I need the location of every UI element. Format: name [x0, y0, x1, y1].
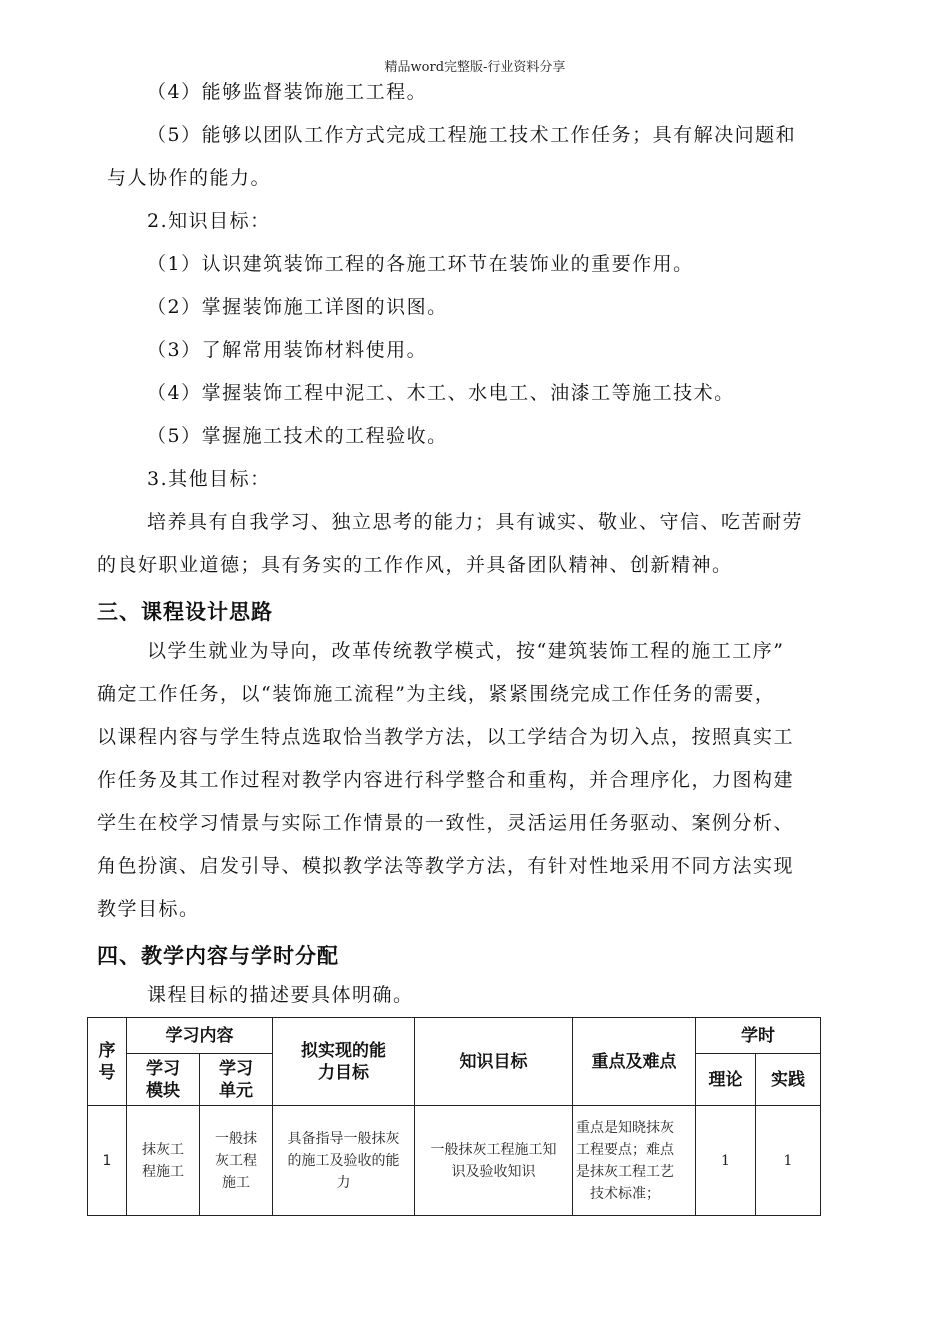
table-row — [88, 1106, 821, 1216]
header-practice: 实践 — [756, 1054, 821, 1106]
header-knowledge: 知识目标 — [415, 1018, 573, 1106]
header-no: 序号 — [88, 1018, 127, 1106]
paragraph: 的良好职业道德；具有务实的工作作风，并具备团队精神、创新精神。 — [97, 554, 733, 576]
paragraph: （3）了解常用装饰材料使用。 — [147, 339, 428, 361]
course-table — [87, 1017, 821, 1216]
paragraph: （1）认识建筑装饰工程的各施工环节在装饰业的重要作用。 — [147, 253, 694, 275]
section-subtitle: 2.知识目标： — [147, 210, 271, 232]
header-module: 学习模块 — [127, 1054, 200, 1106]
paragraph: （5）能够以团队工作方式完成工程施工技术工作任务；具有解决问题和 — [147, 124, 797, 146]
cell-knowledge: 一般抹灰工程施工知识及验收知识 — [415, 1106, 573, 1216]
paragraph: （2）掌握装饰施工详图的识图。 — [147, 296, 448, 318]
section-heading: 三、课程设计思路 — [97, 600, 273, 624]
paragraph: 与人协作的能力。 — [107, 167, 272, 189]
cell-practice: 1 — [756, 1106, 821, 1216]
header-unit: 学习单元 — [200, 1054, 273, 1106]
section-heading: 四、教学内容与学时分配 — [97, 944, 339, 968]
paragraph: 教学目标。 — [97, 898, 200, 920]
paragraph: 课程目标的描述要具体明确。 — [147, 984, 414, 1006]
cell-unit: 一般抹灰工程施工 — [200, 1106, 273, 1216]
cell-ability: 具备指导一般抹灰的施工及验收的能力 — [273, 1106, 415, 1216]
cell-module: 抹灰工程施工 — [127, 1106, 200, 1216]
section-subtitle: 3.其他目标： — [147, 468, 271, 490]
paragraph: （5）掌握施工技术的工程验收。 — [147, 425, 448, 447]
header-ability: 拟实现的能力目标 — [273, 1018, 415, 1106]
paragraph: 学生在校学习情景与实际工作情景的一致性，灵活运用任务驱动、案例分析、 — [97, 812, 795, 834]
paragraph: 作任务及其工作过程对教学内容进行科学整合和重构，并合理序化，力图构建 — [97, 769, 795, 791]
header-content: 学习内容 — [127, 1018, 273, 1054]
cell-key: 重点是知晓抹灰工程要点；难点是抹灰工程工艺技术标准； — [573, 1106, 696, 1216]
paragraph: 确定工作任务，以“装饰施工流程”为主线，紧紧围绕完成工作任务的需要， — [97, 683, 776, 705]
paragraph: 培养具有自我学习、独立思考的能力；具有诚实、敬业、守信、吃苦耐劳 — [147, 511, 804, 533]
cell-no: 1 — [88, 1106, 127, 1216]
header-key: 重点及难点 — [573, 1018, 696, 1106]
paragraph: （4）掌握装饰工程中泥工、木工、水电工、油漆工等施工技术。 — [147, 382, 735, 404]
cell-theory: 1 — [696, 1106, 756, 1216]
paragraph: 以学生就业为导向，改革传统教学模式，按“建筑装饰工程的施工工序” — [147, 640, 785, 662]
paragraph: 以课程内容与学生特点选取恰当教学方法，以工学结合为切入点，按照真实工 — [97, 726, 795, 748]
header-theory: 理论 — [696, 1054, 756, 1106]
paragraph: 角色扮演、启发引导、模拟教学法等教学方法，有针对性地采用不同方法实现 — [97, 855, 795, 877]
paragraph: （4）能够监督装饰施工工程。 — [147, 81, 428, 103]
page-header: 精品word完整版-行业资料分享 — [384, 60, 566, 75]
header-hours: 学时 — [696, 1018, 821, 1054]
